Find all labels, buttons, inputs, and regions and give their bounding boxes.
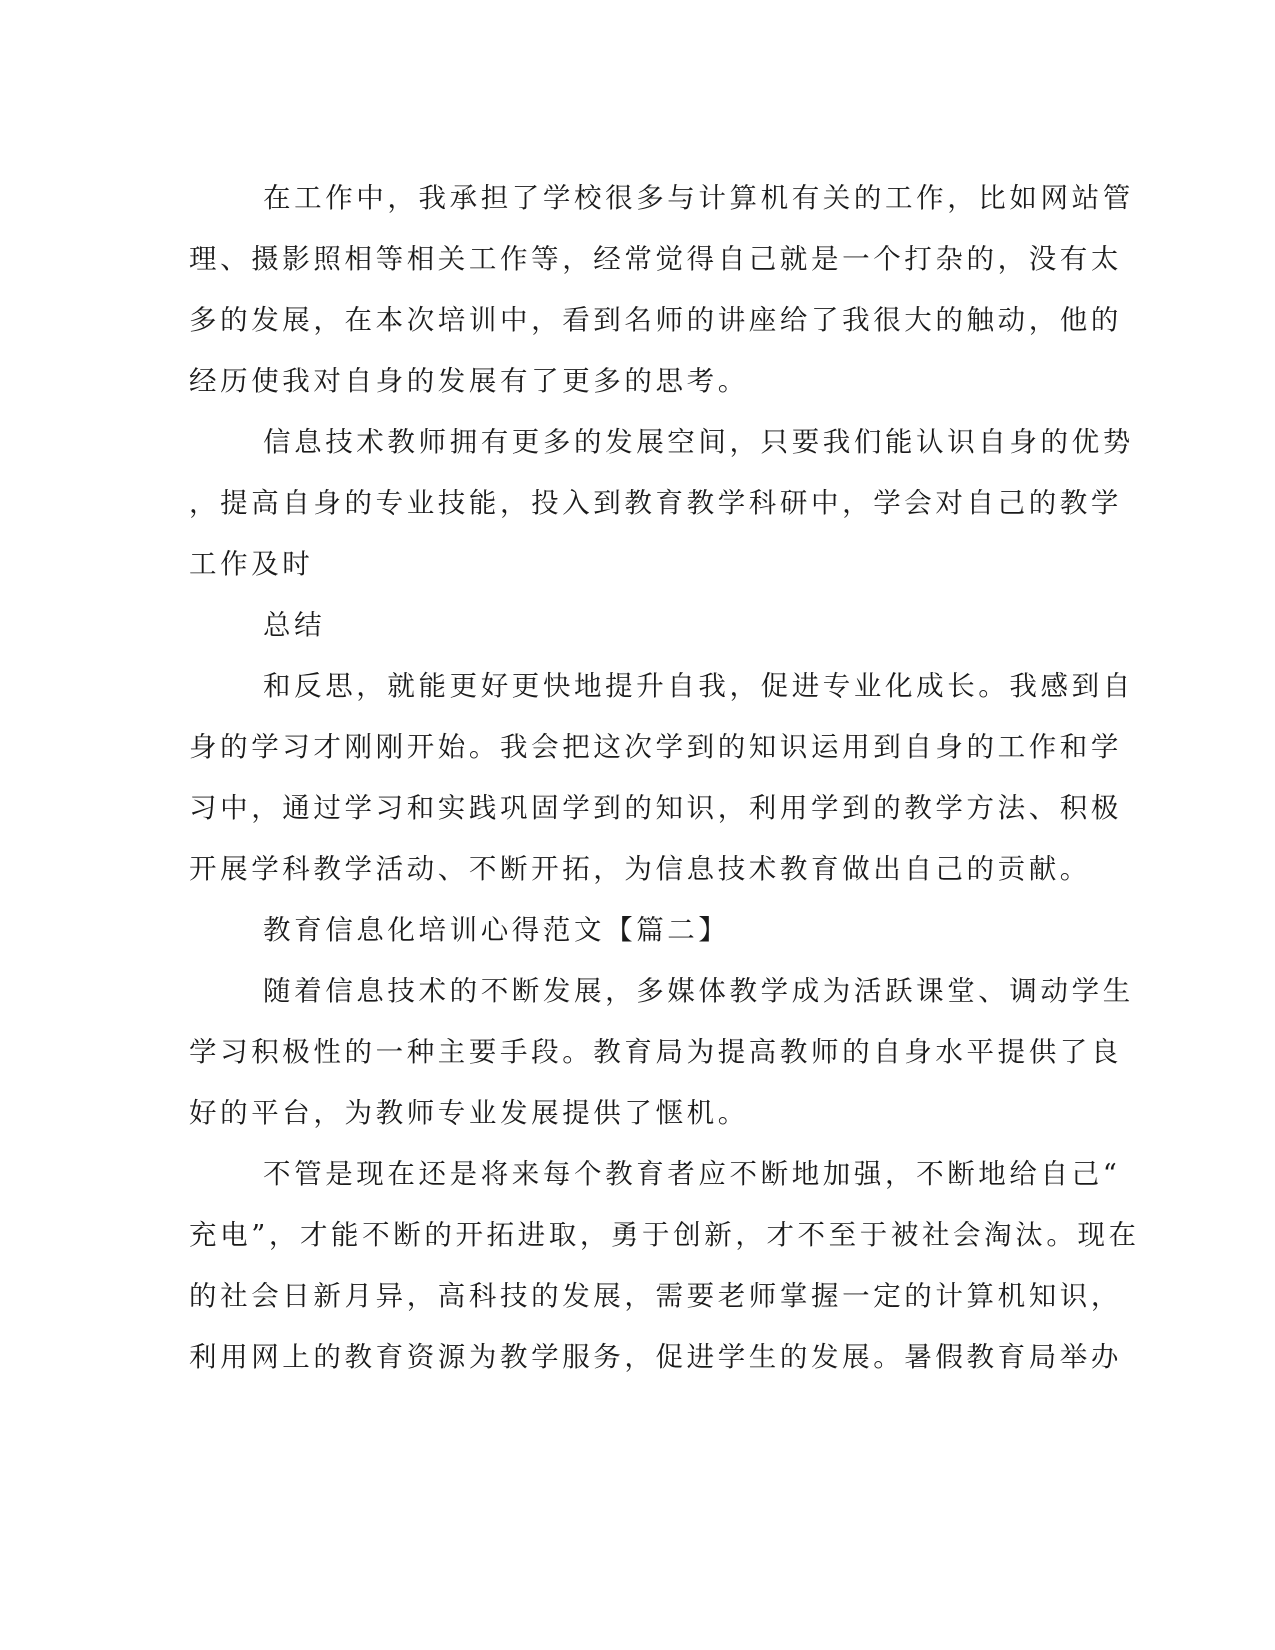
text-line: 总结 — [263, 609, 326, 641]
text-line: 充电”，才能不断的开拓进取，勇于创新，才不至于被社会淘汰。现在 — [189, 1219, 1140, 1251]
text-line: 习中，通过学习和实践巩固学到的知识，利用学到的教学方法、积极 — [189, 792, 1122, 824]
text-line: 多的发展，在本次培训中，看到名师的讲座给了我很大的触动，他的 — [189, 304, 1122, 336]
text-line: 工作及时 — [189, 548, 314, 580]
text-line: 和反思，就能更好更快地提升自我，促进专业化成长。我感到自 — [263, 670, 1134, 702]
text-line: 学习积极性的一种主要手段。教育局为提高教师的自身水平提供了良 — [189, 1036, 1122, 1068]
text-line: 经历使我对自身的发展有了更多的思考。 — [189, 365, 749, 397]
text-line: 随着信息技术的不断发展，多媒体教学成为活跃课堂、调动学生 — [263, 975, 1134, 1007]
text-line: ，提高自身的专业技能，投入到教育教学科研中，学会对自己的教学 — [189, 487, 1122, 519]
text-line: 好的平台，为教师专业发展提供了惬机。 — [189, 1097, 749, 1129]
text-line: 的社会日新月异，高科技的发展，需要老师掌握一定的计算机知识， — [189, 1280, 1122, 1312]
body-text — [189, 168, 1140, 1388]
text-line: 在工作中，我承担了学校很多与计算机有关的工作，比如网站管 — [263, 182, 1134, 214]
text-line: 信息技术教师拥有更多的发展空间，只要我们能认识自身的优势 — [263, 426, 1134, 458]
text-line: 理、摄影照相等相关工作等，经常觉得自己就是一个打杂的，没有太 — [189, 243, 1122, 275]
text-line: 利用网上的教育资源为教学服务，促进学生的发展。暑假教育局举办 — [189, 1341, 1122, 1373]
section-heading: 教育信息化培训心得范文【篇二】 — [263, 914, 730, 946]
text-line: 开展学科教学活动、不断开拓，为信息技术教育做出自己的贡献。 — [189, 853, 1091, 885]
text-line: 身的学习才刚刚开始。我会把这次学到的知识运用到自身的工作和学 — [189, 731, 1122, 763]
text-line: 不管是现在还是将来每个教育者应不断地加强，不断地给自己“ — [263, 1158, 1121, 1190]
